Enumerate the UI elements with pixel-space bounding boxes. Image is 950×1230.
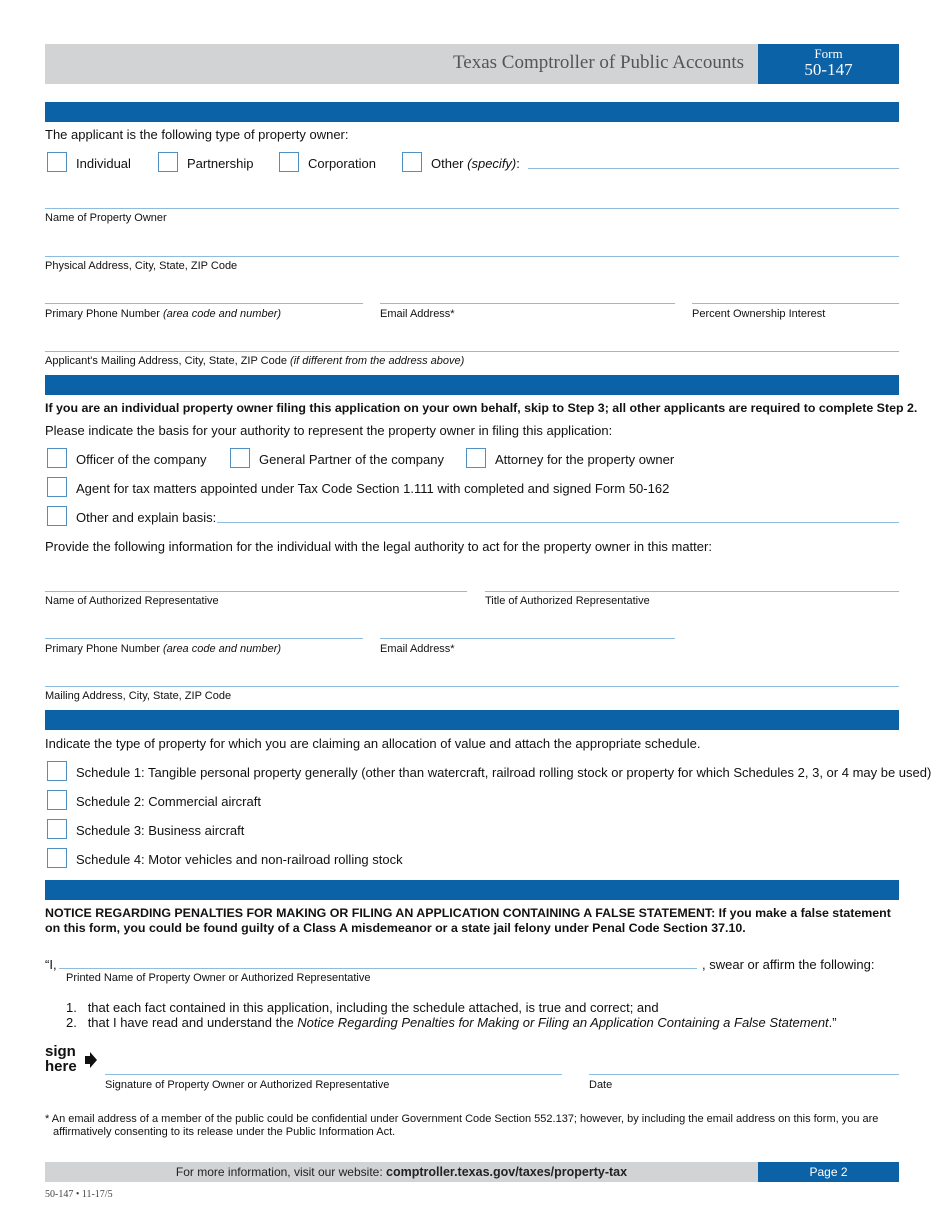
checkbox-other[interactable] (402, 152, 422, 172)
penalty-notice-line1: NOTICE REGARDING PENALTIES FOR MAKING OR FILING AN APPLICATION CONTAINING A FALSE STATEMENT: If you make a false statement (45, 906, 891, 920)
footer-info-bar (45, 1162, 758, 1182)
step3-bar (45, 710, 899, 730)
rep-mailing-label: Mailing Address, City, State, ZIP Code (45, 690, 232, 702)
form-label: Form (814, 46, 843, 61)
schedule-intro: Indicate the type of property for which you are claiming an allocation of value and attach the appropriate schedule. (45, 736, 701, 751)
owner-name-label: Name of Property Owner (45, 212, 167, 224)
checkbox-officer[interactable] (47, 448, 67, 468)
page-number: Page 2 (758, 1162, 899, 1182)
printed-name-input[interactable] (59, 968, 697, 969)
printed-name-label: Printed Name of Property Owner or Authorized Representative (66, 972, 371, 984)
affirm-item-2: 2. that I have read and understand the Notice Regarding Penalties for Making or Filing an Application Containing a False Statement.” (66, 1015, 837, 1030)
arrow-right-icon (85, 1052, 97, 1068)
owner-name-input[interactable] (45, 208, 899, 209)
applicant-mailing-input[interactable] (45, 351, 899, 352)
rep-email-input[interactable] (380, 638, 675, 639)
step4-bar (45, 880, 899, 900)
form-number: 50-147 (804, 60, 853, 79)
rep-name-label: Name of Authorized Representative (45, 595, 219, 607)
label-schedule-1: Schedule 1: Tangible personal property generally (other than watercraft, railroad rolling stock or property for which Schedules 2, 3, or 4 may be used) (76, 765, 932, 780)
rep-name-input[interactable] (45, 591, 467, 592)
rep-mailing-input[interactable] (45, 686, 899, 687)
here-word: here (45, 1058, 77, 1075)
physical-address-input[interactable] (45, 256, 899, 257)
penalty-notice-line2: on this form, you could be found guilty of a Class A misdemeanor or a state jail felony under Penal Code Section 37.10. (45, 921, 746, 935)
label-agent: Agent for tax matters appointed under Tax Code Section 1.111 with completed and signed Form 50-162 (76, 481, 670, 496)
checkbox-schedule-4[interactable] (47, 848, 67, 868)
checkbox-individual[interactable] (47, 152, 67, 172)
physical-address-label: Physical Address, City, State, ZIP Code (45, 260, 238, 272)
agency-title: Texas Comptroller of Public Accounts (452, 52, 744, 73)
label-other: Other (specify): (431, 156, 520, 171)
percent-ownership-input[interactable] (692, 303, 899, 304)
owner-phone-input[interactable] (45, 303, 363, 304)
rep-phone-label: Primary Phone Number (area code and number) (45, 643, 282, 655)
affirm-item-1: 1. that each fact contained in this application, including the schedule attached, is true and correct; and (66, 1000, 659, 1015)
label-general-partner: General Partner of the company (259, 452, 444, 467)
step1-bar (45, 102, 899, 122)
basis-intro: Please indicate the basis for your authority to represent the property owner in filing this application: (45, 423, 613, 438)
label-schedule-4: Schedule 4: Motor vehicles and non-railroad rolling stock (76, 852, 403, 867)
sign-word: sign (45, 1043, 76, 1060)
label-schedule-2: Schedule 2: Commercial aircraft (76, 794, 261, 809)
applicant-mailing-label: Applicant's Mailing Address, City, State, ZIP Code (if different from the address above) (45, 355, 465, 367)
sign-here-marker (45, 1044, 77, 1074)
label-other-basis: Other and explain basis: (76, 510, 217, 525)
checkbox-other-basis[interactable] (47, 506, 67, 526)
owner-email-label: Email Address* (380, 308, 455, 320)
percent-ownership-label: Percent Ownership Interest (692, 308, 826, 320)
form-number-box (758, 44, 899, 84)
email-footnote-line1: * An email address of a member of the public could be confidential under Government Code Section 552.137; however, by including the email address on this form, you are (45, 1113, 879, 1125)
checkbox-general-partner[interactable] (230, 448, 250, 468)
footer-website-link[interactable]: comptroller.texas.gov/taxes/property-tax (386, 1165, 628, 1179)
checkbox-schedule-2[interactable] (47, 790, 67, 810)
rep-phone-input[interactable] (45, 638, 363, 639)
other-basis-input[interactable] (217, 522, 899, 523)
email-footnote-line2: affirmatively consenting to its release under the Public Information Act. (53, 1126, 396, 1138)
label-individual: Individual (76, 156, 131, 171)
footer-info-text: For more information, visit our website: (175, 1165, 386, 1179)
date-input[interactable] (589, 1074, 899, 1075)
checkbox-partnership[interactable] (158, 152, 178, 172)
rep-title-input[interactable] (485, 591, 899, 592)
step2-notice: If you are an individual property owner filing this application on your own behalf, skip to Step 3; all other applicants are required to complete Step 2. (45, 401, 918, 415)
other-specify-input[interactable] (528, 168, 899, 169)
label-attorney: Attorney for the property owner (495, 452, 675, 467)
label-partnership: Partnership (187, 156, 254, 171)
form-code: 50-147 • 11-17/5 (45, 1189, 113, 1200)
owner-type-intro: The applicant is the following type of property owner: (45, 127, 349, 142)
checkbox-attorney[interactable] (466, 448, 486, 468)
checkbox-schedule-3[interactable] (47, 819, 67, 839)
owner-email-input[interactable] (380, 303, 675, 304)
rep-title-label: Title of Authorized Representative (485, 595, 650, 607)
affirm-suffix: , swear or affirm the following: (702, 957, 875, 972)
signature-input[interactable] (105, 1074, 562, 1075)
step2-bar (45, 375, 899, 395)
checkbox-corporation[interactable] (279, 152, 299, 172)
date-label: Date (589, 1079, 613, 1091)
rep-email-label: Email Address* (380, 643, 455, 655)
owner-phone-label: Primary Phone Number (area code and number) (45, 308, 282, 320)
provide-intro: Provide the following information for the individual with the legal authority to act for the property owner in this matter: (45, 539, 712, 554)
checkbox-schedule-1[interactable] (47, 761, 67, 781)
signature-label: Signature of Property Owner or Authorized Representative (105, 1079, 390, 1091)
checkbox-agent[interactable] (47, 477, 67, 497)
label-officer: Officer of the company (76, 452, 207, 467)
label-schedule-3: Schedule 3: Business aircraft (76, 823, 245, 838)
affirm-prefix: “I, (45, 957, 57, 972)
label-corporation: Corporation (308, 156, 376, 171)
